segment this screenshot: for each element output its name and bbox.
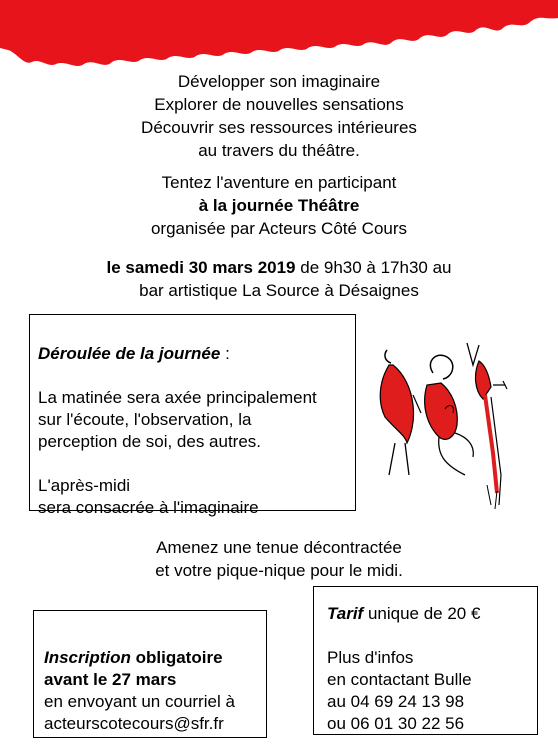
program-afternoon-line: L'après-midi: [38, 476, 131, 495]
invite-line: Tentez l'aventure en participant: [161, 173, 397, 192]
tarif-box: [313, 586, 538, 735]
invitation-text: [0, 171, 558, 240]
phone-number: ou 06 01 30 22 56: [327, 714, 465, 733]
program-title-line: [38, 343, 347, 365]
event-title: à la journée Théâtre: [198, 196, 360, 215]
info-line: en contactant Bulle: [327, 670, 472, 689]
intro-line: Découvrir ses ressources intérieures: [141, 118, 417, 137]
program-box: [29, 314, 356, 517]
tarif-price: unique de 20 €: [363, 604, 481, 623]
date-line: [0, 256, 558, 279]
theatre-figures-illustration: [375, 325, 525, 530]
bring-instructions: [0, 536, 558, 582]
tarif-label: Tarif: [327, 604, 364, 623]
program-morning-line: perception de soi, des autres.: [38, 432, 262, 451]
inscription-line: [44, 647, 256, 669]
program-title: Déroulée de la journée: [38, 344, 221, 363]
intro-line: Développer son imaginaire: [177, 72, 381, 91]
inscription-deadline: avant le 27 mars: [44, 670, 177, 689]
program-afternoon-line: sera consacrée à l'imaginaire: [38, 498, 259, 517]
venue-line: bar artistique La Source à Désaignes: [139, 281, 419, 300]
organizer-line: organisée par Acteurs Côté Cours: [150, 219, 408, 238]
event-time: de 9h30 à 17h30 au: [295, 258, 452, 277]
inscription-box: [33, 610, 267, 738]
red-curtain-decoration: [0, 0, 558, 72]
tarif-line: [327, 603, 525, 625]
intro-text: [0, 70, 558, 162]
inscription-method: en envoyant un courriel à: [44, 692, 235, 711]
intro-line: Explorer de nouvelles sensations: [154, 95, 404, 114]
program-morning-line: sur l'écoute, l'observation, la: [38, 410, 252, 429]
bring-line: Amenez une tenue décontractée: [156, 538, 402, 557]
phone-number: au 04 69 24 13 98: [327, 692, 465, 711]
event-date: le samedi 30 mars 2019: [106, 258, 296, 277]
inscription-label: Inscription: [44, 648, 131, 667]
inscription-required: obligatoire: [130, 648, 223, 667]
intro-line: au travers du théâtre.: [198, 141, 360, 160]
inscription-email[interactable]: acteurscotecours@sfr.fr: [44, 714, 224, 733]
program-title-suffix: :: [220, 344, 230, 363]
bring-line: et votre pique-nique pour le midi.: [155, 561, 403, 580]
program-morning-line: La matinée sera axée principalement: [38, 388, 317, 407]
event-date-venue: [0, 256, 558, 302]
info-line: Plus d'infos: [327, 648, 414, 667]
